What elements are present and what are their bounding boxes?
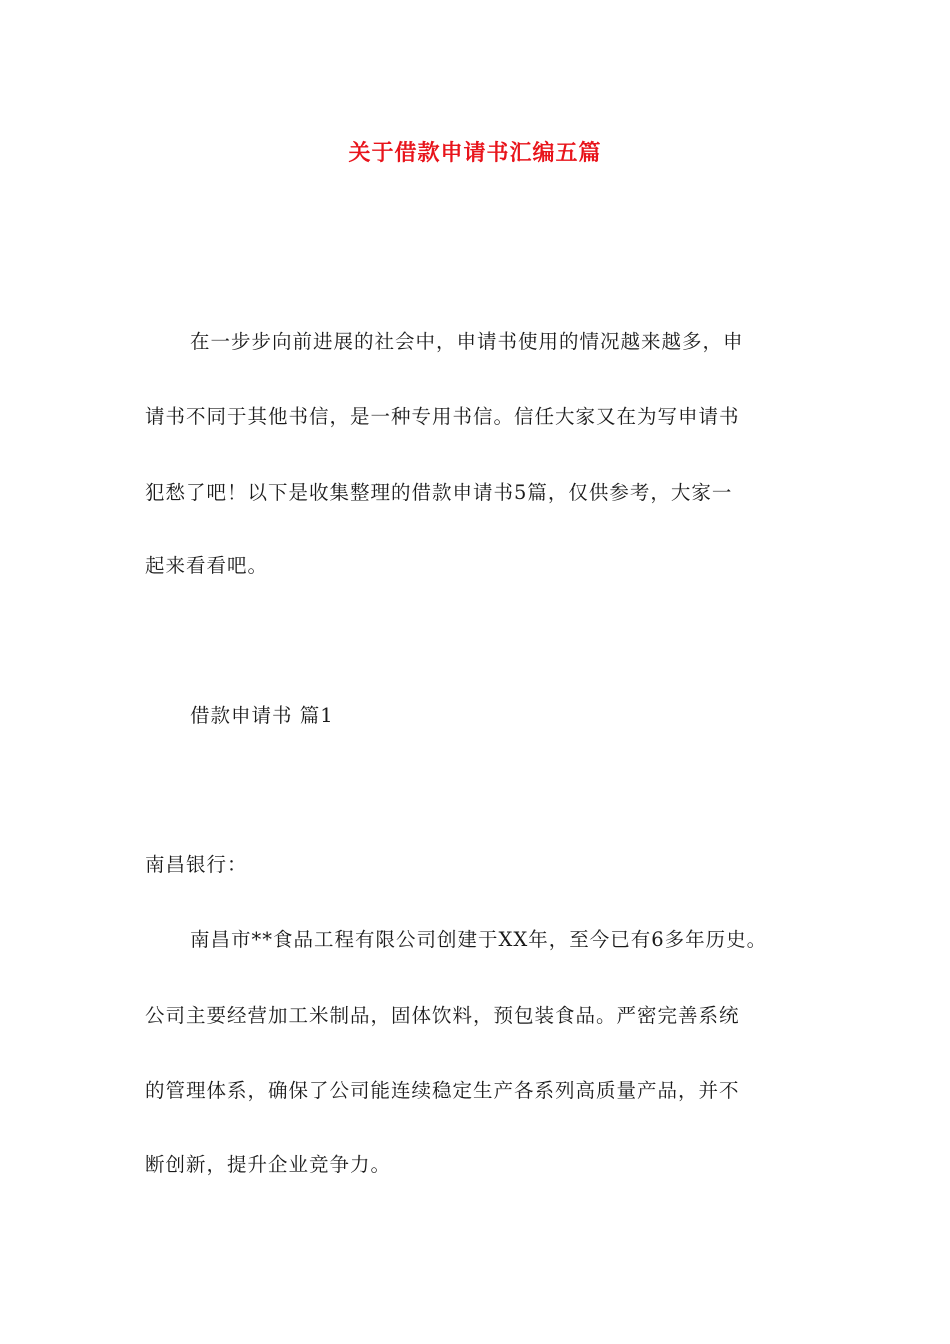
salutation: 南昌银行： bbox=[145, 853, 248, 876]
body-line-4: 断创新，提升企业竞争力。 bbox=[145, 1153, 392, 1176]
body-line-1: 南昌市**食品工程有限公司创建于XX年，至今已有6多年历史。 bbox=[190, 928, 768, 951]
intro-line-1: 在一步步向前进展的社会中，申请书使用的情况越来越多，申 bbox=[190, 330, 744, 353]
section-heading: 借款申请书 篇1 bbox=[190, 704, 334, 727]
body-line-2: 公司主要经营加工米制品，固体饮料，预包装食品。严密完善系统 bbox=[145, 1004, 740, 1027]
intro-line-3: 犯愁了吧！以下是收集整理的借款申请书5篇，仅供参考，大家一 bbox=[145, 481, 733, 504]
intro-line-2: 请书不同于其他书信，是一种专用书信。信任大家又在为写申请书 bbox=[145, 405, 740, 428]
body-line-3: 的管理体系，确保了公司能连续稳定生产各系列高质量产品，并不 bbox=[145, 1079, 740, 1102]
document-title: 关于借款申请书汇编五篇 bbox=[348, 140, 602, 166]
intro-line-4: 起来看看吧。 bbox=[145, 554, 269, 577]
